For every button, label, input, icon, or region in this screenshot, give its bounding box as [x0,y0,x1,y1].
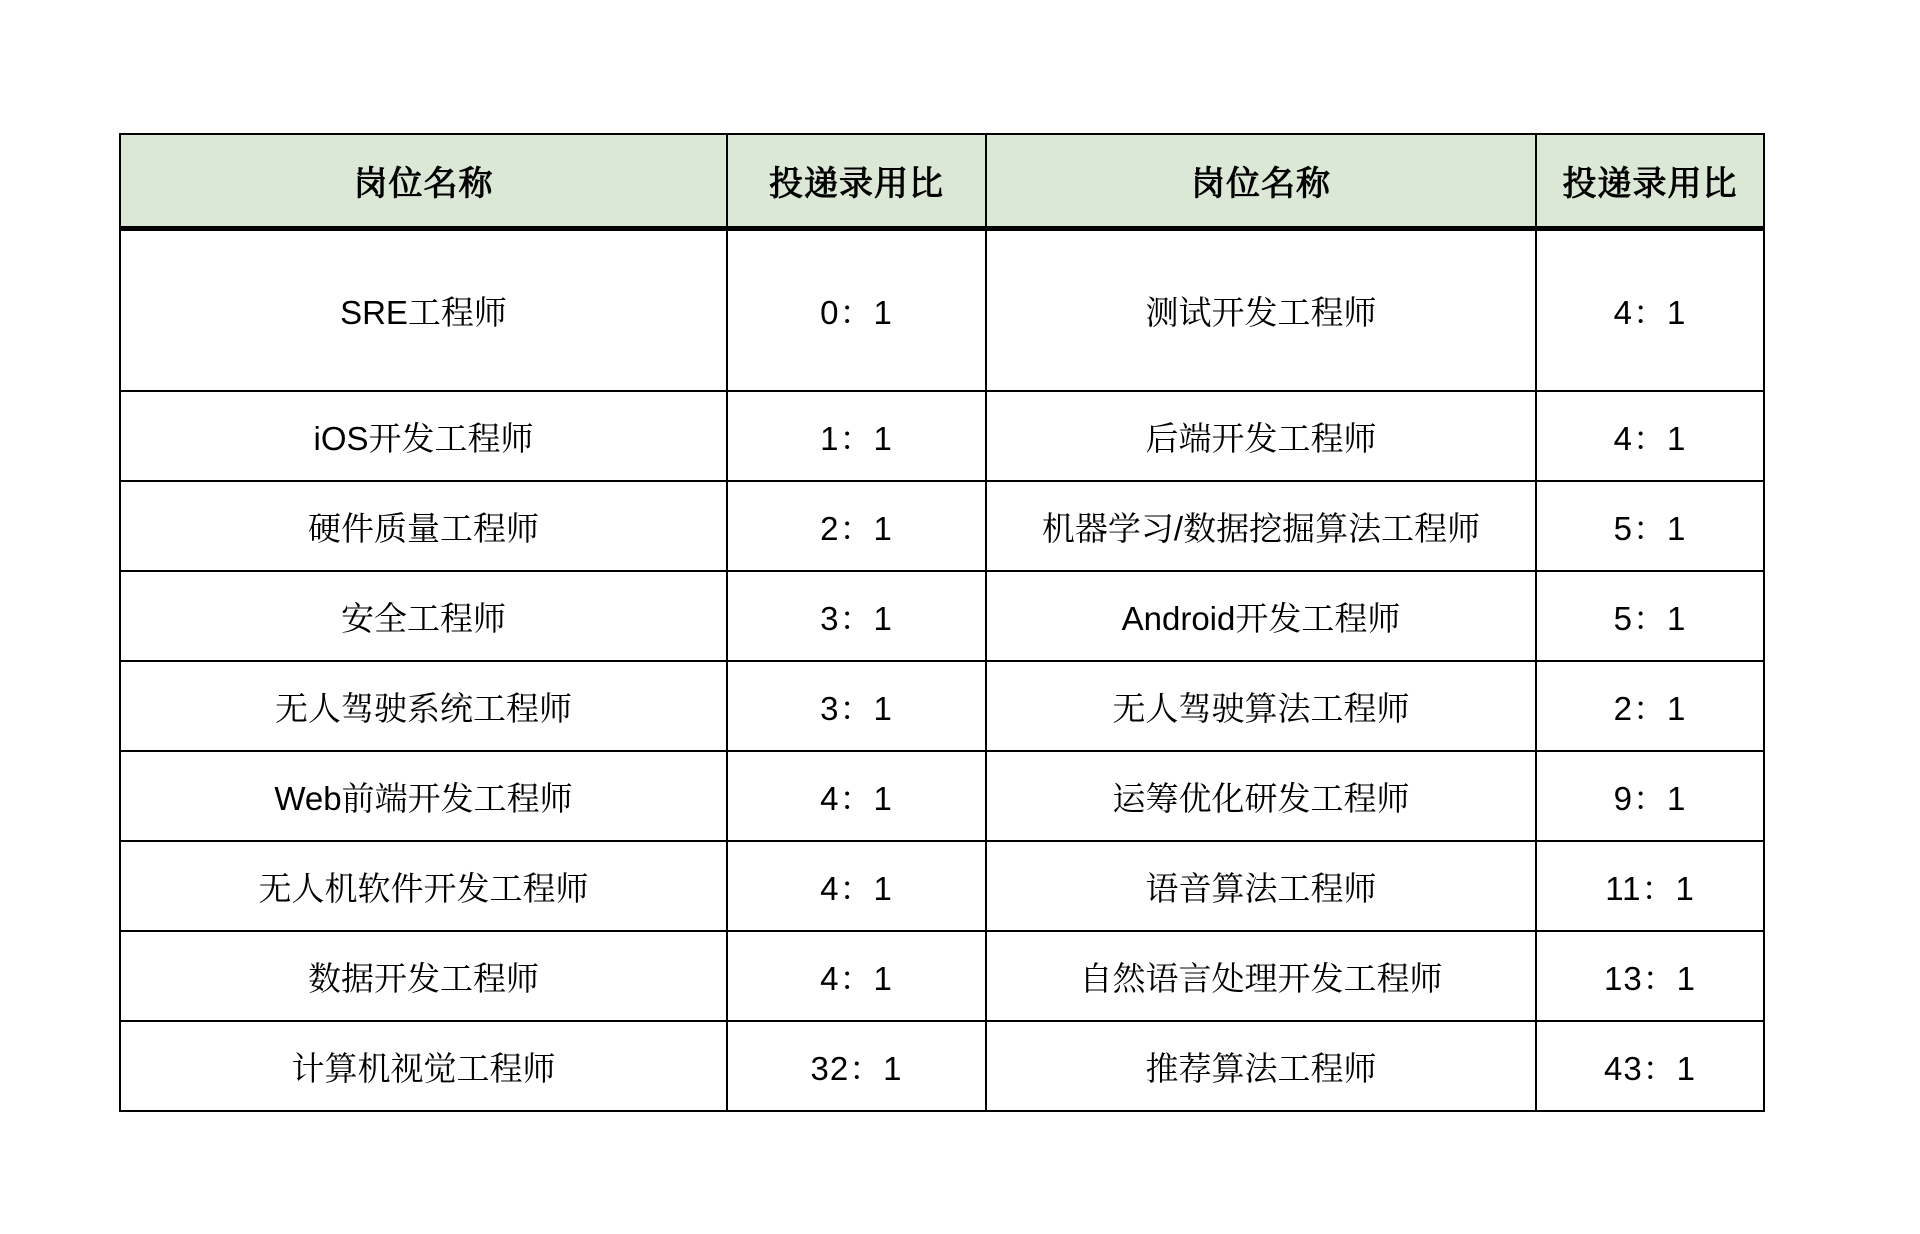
role-cell: 语音算法工程师 [986,841,1536,931]
job-application-ratio-table [119,133,1765,1112]
role-cell: 后端开发工程师 [986,391,1536,481]
table-row [120,661,1764,751]
header-job-name-left: 岗位名称 [120,134,727,228]
ratio-cell: 1：1 [727,391,986,481]
role-cell: 无人驾驶算法工程师 [986,661,1536,751]
role-cell: 无人驾驶系统工程师 [120,661,727,751]
role-cell: 运筹优化研发工程师 [986,751,1536,841]
table-row [120,751,1764,841]
ratio-cell: 2：1 [1536,661,1764,751]
ratio-cell: 4：1 [727,751,986,841]
role-cell: iOS开发工程师 [120,391,727,481]
ratio-cell: 0：1 [727,228,986,391]
ratio-cell: 3：1 [727,571,986,661]
table-row [120,841,1764,931]
ratio-cell: 4：1 [727,841,986,931]
ratio-cell: 2：1 [727,481,986,571]
role-cell: 无人机软件开发工程师 [120,841,727,931]
role-cell: 计算机视觉工程师 [120,1021,727,1111]
ratio-cell: 4：1 [727,931,986,1021]
role-cell: 测试开发工程师 [986,228,1536,391]
ratio-cell: 9：1 [1536,751,1764,841]
header-job-name-right: 岗位名称 [986,134,1536,228]
ratio-cell: 4：1 [1536,391,1764,481]
header-ratio-left: 投递录用比 [727,134,986,228]
role-cell: 安全工程师 [120,571,727,661]
role-cell: 机器学习/数据挖掘算法工程师 [986,481,1536,571]
ratio-cell: 3：1 [727,661,986,751]
role-cell: 推荐算法工程师 [986,1021,1536,1111]
table-row [120,931,1764,1021]
table-row [120,1021,1764,1111]
table-row [120,571,1764,661]
ratio-cell: 4：1 [1536,228,1764,391]
role-cell: 数据开发工程师 [120,931,727,1021]
role-cell: Android开发工程师 [986,571,1536,661]
table-row [120,391,1764,481]
role-cell: SRE工程师 [120,228,727,391]
ratio-cell: 43：1 [1536,1021,1764,1111]
ratio-cell: 13：1 [1536,931,1764,1021]
role-cell: Web前端开发工程师 [120,751,727,841]
table-row [120,228,1764,391]
ratio-cell: 32：1 [727,1021,986,1111]
table-row [120,481,1764,571]
ratio-cell: 5：1 [1536,571,1764,661]
role-cell: 自然语言处理开发工程师 [986,931,1536,1021]
table-header-row [120,134,1764,228]
ratio-cell: 11：1 [1536,841,1764,931]
ratio-cell: 5：1 [1536,481,1764,571]
role-cell: 硬件质量工程师 [120,481,727,571]
header-ratio-right: 投递录用比 [1536,134,1764,228]
